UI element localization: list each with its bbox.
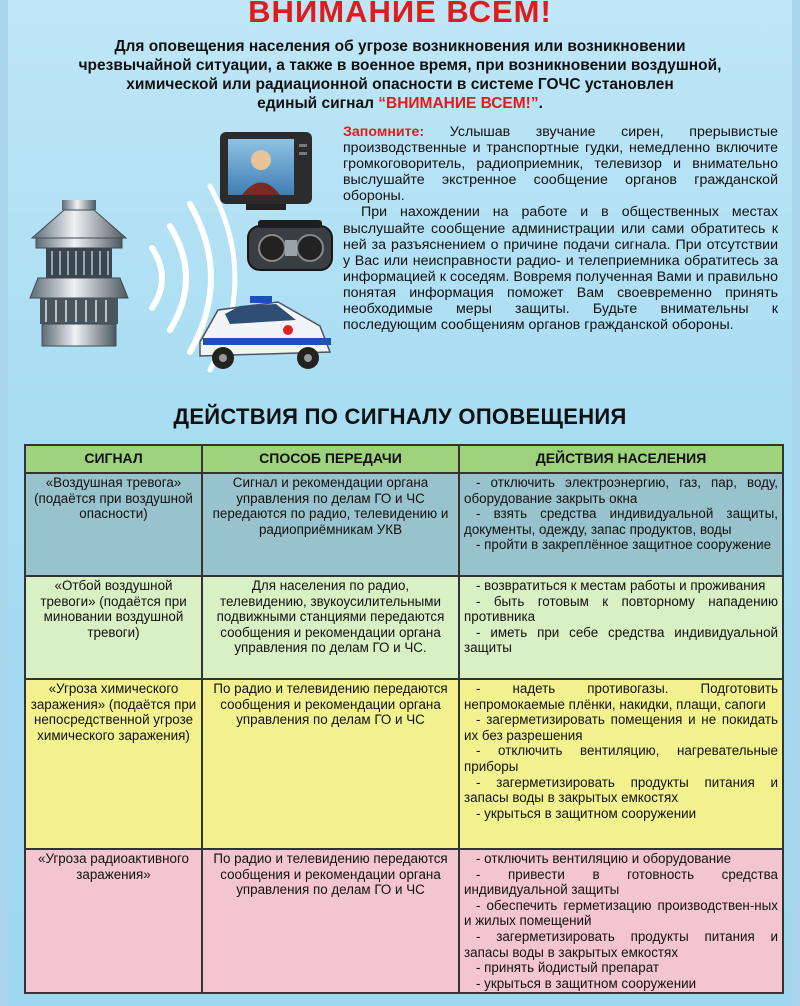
memo-paragraph-2: При нахождении на работе и в общественных местах выслушайте сообщение администрации или сами обратитесь к ней за разъяснением о причине подачи сигнала. При отсутствии у Вас или неисправности радио- и телеприемника обратитесь за информацией к соседям. Вовремя полученная Вами и правильно понятая информация поможет Вам своевременно принять необходимые меры защиты. Будьте внимательны к последующим сообщениям органов гражданской обороны. [343,204,778,334]
signal-cell: «Угроза радиоактивного заражения» [25,849,202,993]
signal-cell: «Отбой воздушной тревоги» (подаётся при миновании воздушной тревоги) [25,576,202,679]
action-item: - пройти в закреплённое защитное сооружение [476,537,772,553]
intro-signal-name: “ВНИМАНИЕ ВСЕМ!” [378,95,539,112]
police-car-icon [200,296,331,369]
actions-cell [459,473,783,576]
action-item: - надеть противогазы. Подготовить непромокаемые плёнки, накидки, плащи, сапоги [464,681,778,712]
action-item: - иметь при себе средства индивидуальной защиты [464,624,778,656]
action-item: - отключить вентиляцию и оборудование [476,851,732,866]
intro-line: химической или радиационной опасности в системе ГОЧС установлен [126,76,674,93]
header-actions: ДЕЙСТВИЯ НАСЕЛЕНИЯ [459,445,783,473]
right-border [792,0,800,1006]
intro-line: Для оповещения населения об угрозе возникновения или возникновении [114,38,686,55]
table-row [25,679,783,849]
header-signal: СИГНАЛ [25,445,202,473]
action-item: - укрыться в защитном сооружении [476,975,697,991]
header-method: СПОСОБ ПЕРЕДАЧИ [202,445,459,473]
siren-icon [30,200,128,346]
poster-title: ВНИМАНИЕ ВСЕМ! [248,0,552,29]
memo-text [343,124,778,333]
method-cell: По радио и телевидению передаются сообщения и рекомендации органа управления по делам ГО и ЧС [202,849,459,993]
method-cell: Сигнал и рекомендации органа управления по делам ГО и ЧС передаются по радио, телевидению и радиоприёмникам УКВ [202,473,459,576]
action-item: - загерметизировать продукты питания и запасы воды в закрытых емкостях [464,928,778,960]
actions-cell [459,576,783,679]
actions-cell [459,679,783,849]
table-row [25,849,783,993]
memo-label: Запомните: [343,124,425,140]
action-item: - отключить вентиляцию, нагревательные приборы [464,743,778,774]
actions-cell [459,849,783,993]
method-cell: По радио и телевидению передаются сообщения и рекомендации органа управления по делам ГО и ЧС [202,679,459,849]
action-item: - привести в готовность средства индивидуальной защиты [464,866,778,898]
method-cell: Для населения по радио, телевидению, звукоусилительными подвижными станциями передаются сообщения и рекомендации органа управления по делам ГО и ЧС. [202,576,459,679]
table-row [25,473,783,576]
section-heading: ДЕЙСТВИЯ ПО СИГНАЛУ ОПОВЕЩЕНИЯ [173,404,627,429]
action-item: - обеспечить герметизацию производствен-ных и жилых помещений [464,897,778,929]
signal-actions-table [24,444,784,994]
action-item: - отключить электроэнергию, газ, пар, воду, оборудование закрыть окна [464,475,778,506]
signal-cell: «Угроза химического заражения» (подаётся при непосредственной угрозе химического заражения) [25,679,202,849]
memo-paragraph-1 [343,124,778,204]
action-item: - быть готовым к повторному нападению противника [464,593,778,625]
signal-cell: «Воздушная тревога» (подаётся при воздушной опасности) [25,473,202,576]
left-border [0,0,8,1006]
intro-line-prefix: единый сигнал [257,95,374,112]
action-item: - укрыться в защитном сооружении [476,805,697,821]
action-item: - загерметизировать продукты питания и запасы воды в закрытых емкостях [464,774,778,806]
radio-icon [248,220,332,270]
table-row [25,576,783,679]
memo-p1-text: Услышав звучание сирен, прерывистые производственные и транспортные гудки, немедленно включите громкоговоритель, радиоприемник, телевизор и внимательно выслушайте экстренное сообщение органов гражданской обороны. [343,124,778,205]
warning-devices-illustration [20,130,340,380]
intro-line [60,94,740,113]
intro-line: чрезвычайной ситуации, а также в военное время, при возникновении воздушной, [78,57,722,74]
action-item: - загерметизировать помещения и не покидать их без разрешения [464,712,778,743]
action-item: - принять йодистый препарат [476,960,659,976]
action-item: - возвратиться к местам работы и проживания [476,578,766,593]
tv-icon [220,132,312,210]
table-header-row [25,445,783,473]
action-item: - взять средства индивидуальной защиты, документы, одежду, запас продуктов, воды [464,506,778,537]
intro-text [60,37,740,113]
intro-line-end: . [538,95,543,112]
